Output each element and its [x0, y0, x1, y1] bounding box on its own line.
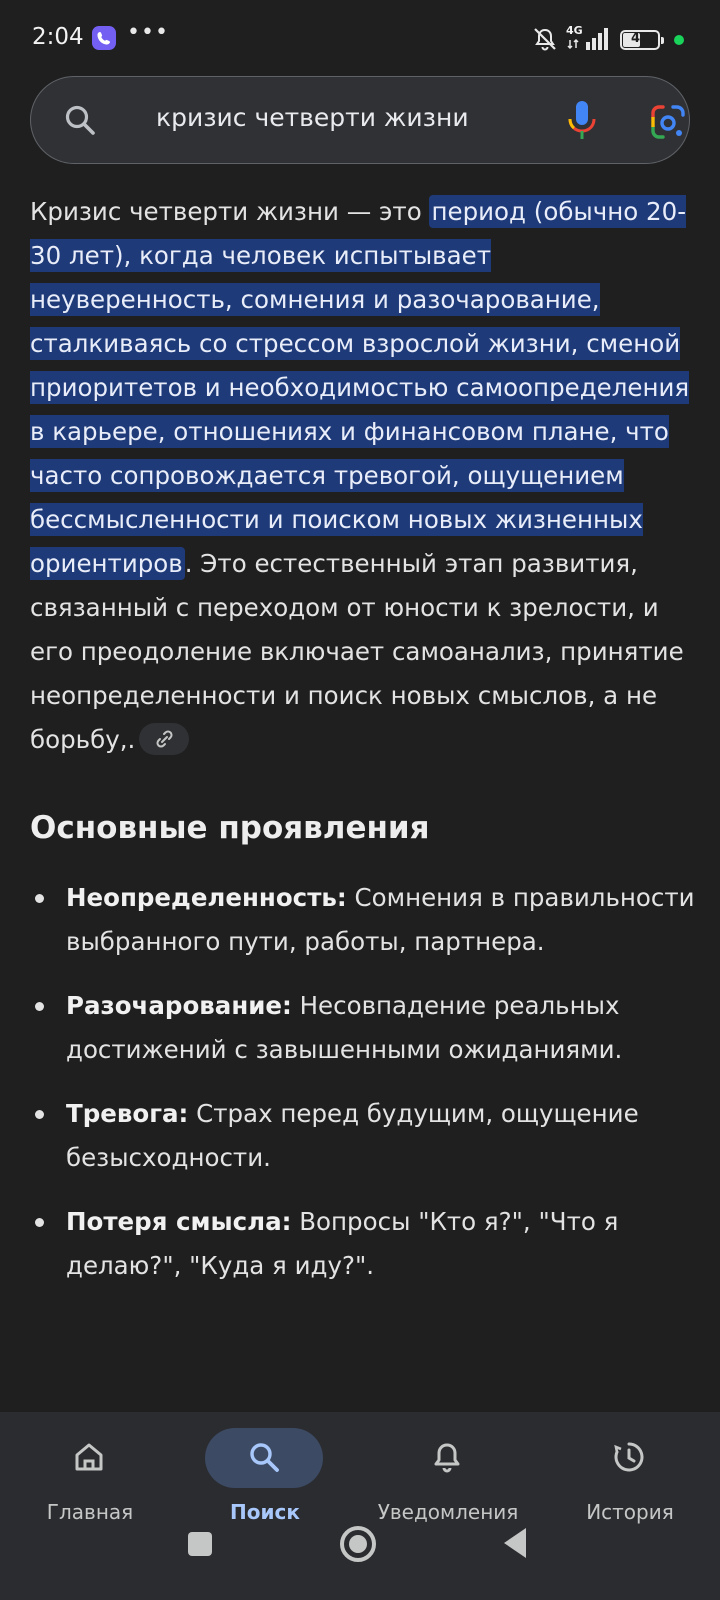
mute-bell-icon — [532, 26, 558, 52]
list-item-term: Неопределенность: — [66, 883, 347, 912]
list-item-term: Тревога: — [66, 1099, 189, 1128]
battery-icon — [620, 30, 660, 50]
charge-indicator — [674, 35, 684, 45]
manifestations-list — [30, 876, 695, 1288]
intro-text: Кризис четверти жизни — это — [30, 197, 430, 226]
home-icon — [72, 1440, 106, 1474]
list-item — [30, 876, 695, 964]
list-item-text: Страх перед будущим, ощущение безысходности. — [66, 1099, 639, 1172]
search-icon — [247, 1440, 281, 1474]
list-item — [30, 984, 695, 1072]
status-time: 2:04 — [32, 24, 84, 50]
intro-continuation: . Это естественный этап развития, связанный с переходом от юности к зрелости, и его преодоление включает самоанализ, принятие неопределенности и поиск новых смыслов, а не борьбу,. — [30, 549, 684, 754]
system-navigation-bar — [0, 1510, 720, 1600]
list-item-text: Сомнения в правильности выбранного пути, работы, партнера. — [66, 883, 695, 956]
list-item-text: Несовпадение реальных достижений с завышенными ожиданиями. — [66, 991, 623, 1064]
section-heading: Основные проявления — [30, 810, 430, 846]
list-item-text: Вопросы "Кто я?", "Что я делаю?", "Куда я иду?". — [66, 1207, 619, 1280]
search-bar[interactable] — [30, 76, 690, 164]
source-link-button[interactable] — [139, 723, 189, 755]
nav-search-label: Поиск — [230, 1500, 300, 1524]
highlighted-definition: период (обычно 20-30 лет), когда человек испытывает неуверенность, сомнения и разочарование, сталкиваясь со стрессом взрослой жизни, сменой приоритетов и необходимостью самоопределения в карьере, отношениях и финансовом плане, что часто сопровождается тревогой, ощущением бессмысленности и поиском новых жизненных ориентиров — [30, 197, 690, 578]
status-bar — [0, 0, 720, 82]
search-result-content — [30, 190, 695, 1308]
search-icon — [63, 103, 97, 137]
recent-apps-button[interactable] — [186, 1530, 214, 1562]
list-item-term: Потеря смысла: — [66, 1207, 292, 1236]
list-item — [30, 1092, 695, 1180]
bell-icon — [430, 1440, 464, 1474]
google-lens-icon[interactable] — [649, 103, 687, 141]
back-button[interactable] — [500, 1526, 530, 1564]
list-item-term: Разочарование: — [66, 991, 292, 1020]
search-input[interactable]: кризис четверти жизни — [156, 103, 469, 132]
battery-percent: 46 — [630, 31, 650, 46]
microphone-icon[interactable] — [566, 99, 598, 143]
nav-home-label: Главная — [46, 1500, 134, 1524]
viber-icon — [92, 26, 116, 50]
home-button[interactable] — [338, 1524, 378, 1568]
nav-notifications-label: Уведомления — [377, 1500, 519, 1524]
signal-icon: 4G — [566, 26, 610, 52]
overview-paragraph — [30, 190, 695, 762]
more-notifications-icon: ••• — [127, 20, 169, 45]
history-icon — [612, 1440, 646, 1474]
nav-history-label: История — [586, 1500, 674, 1524]
link-icon — [154, 730, 174, 748]
list-item — [30, 1200, 695, 1288]
